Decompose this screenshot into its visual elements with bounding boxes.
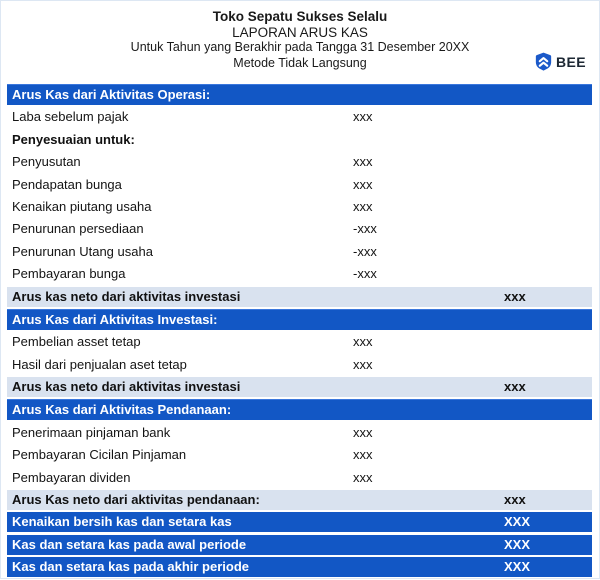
row-item xyxy=(7,107,592,127)
row-label: Penyesuaian untuk: xyxy=(12,131,135,147)
row-label: Arus Kas neto dari aktivitas pendanaan: xyxy=(12,492,260,508)
row-value: -xxx xyxy=(353,221,377,237)
row-value: xxx xyxy=(353,356,373,372)
row-item xyxy=(7,445,592,465)
row-item xyxy=(7,242,592,262)
row-label: Pembelian asset tetap xyxy=(12,334,141,350)
row-value: xxx xyxy=(353,109,373,125)
row-label: Arus kas neto dari aktivitas investasi xyxy=(12,379,241,395)
company-name: Toko Sepatu Sukses Selalu xyxy=(212,9,388,24)
bee-logo xyxy=(535,52,586,71)
row-value: -xxx xyxy=(353,243,377,259)
row-item xyxy=(7,197,592,217)
row-section xyxy=(7,399,592,420)
row-total xyxy=(7,535,592,555)
row-item xyxy=(7,219,592,239)
row-item xyxy=(7,423,592,443)
statement-rows xyxy=(7,84,592,580)
report-title: LAPORAN ARUS KAS xyxy=(232,24,368,40)
report-header xyxy=(1,1,599,71)
row-label: Kas dan setara kas pada akhir periode xyxy=(12,559,249,575)
row-label: Penerimaan pinjaman bank xyxy=(12,424,171,440)
row-label: Kenaikan piutang usaha xyxy=(12,198,152,214)
row-value: xxx xyxy=(353,469,373,485)
row-label: Pembayaran bunga xyxy=(12,266,126,282)
row-label: Penyusutan xyxy=(12,154,81,170)
row-label: Arus kas neto dari aktivitas investasi xyxy=(12,288,241,304)
row-value: xxx xyxy=(504,379,526,395)
row-label: Hasil dari penjualan aset tetap xyxy=(12,356,187,372)
row-item xyxy=(7,264,592,284)
row-total xyxy=(7,512,592,532)
row-label: Pembayaran dividen xyxy=(12,469,131,485)
bee-shield-icon xyxy=(535,52,552,71)
row-item xyxy=(7,332,592,352)
report-period: Untuk Tahun yang Berakhir pada Tangga 31 Desember 20XX xyxy=(130,40,470,54)
row-item xyxy=(7,175,592,195)
row-label: Penurunan persediaan xyxy=(12,221,144,237)
row-label: Arus Kas dari Aktivitas Operasi: xyxy=(12,87,211,102)
row-label: Kas dan setara kas pada awal periode xyxy=(12,536,247,552)
row-value: XXX xyxy=(504,536,531,552)
row-value: XXX xyxy=(504,559,531,575)
row-label: Laba sebelum pajak xyxy=(12,109,129,125)
row-value: xxx xyxy=(353,198,373,214)
row-section xyxy=(7,84,592,105)
row-total xyxy=(7,557,592,577)
row-value: xxx xyxy=(353,176,373,192)
row-label: Arus Kas dari Aktivitas Pendanaan: xyxy=(12,402,232,418)
row-value: -xxx xyxy=(353,266,377,282)
bee-logo-text: BEE xyxy=(556,53,586,70)
row-value: xxx xyxy=(504,288,526,304)
row-label: Kenaikan bersih kas dan setara kas xyxy=(12,514,232,530)
row-label: Arus Kas dari Aktivitas Investasi: xyxy=(12,311,218,327)
row-item xyxy=(7,355,592,375)
row-value: xxx xyxy=(504,492,526,508)
row-subtotal xyxy=(7,377,592,397)
row-label: Pembayaran Cicilan Pinjaman xyxy=(12,447,187,463)
row-value: xxx xyxy=(353,334,373,350)
row-value: XXX xyxy=(504,514,531,530)
row-label: Penurunan Utang usaha xyxy=(12,243,153,259)
row-label-bold xyxy=(7,130,592,150)
row-label: Pendapatan bunga xyxy=(12,176,122,192)
row-subtotal xyxy=(7,490,592,510)
row-item xyxy=(7,468,592,488)
row-item xyxy=(7,152,592,172)
row-value: xxx xyxy=(353,424,373,440)
report-method: Metode Tidak Langsung xyxy=(233,55,367,70)
row-subtotal xyxy=(7,287,592,307)
row-value: xxx xyxy=(353,447,373,463)
row-value: xxx xyxy=(353,154,373,170)
row-section xyxy=(7,309,592,330)
